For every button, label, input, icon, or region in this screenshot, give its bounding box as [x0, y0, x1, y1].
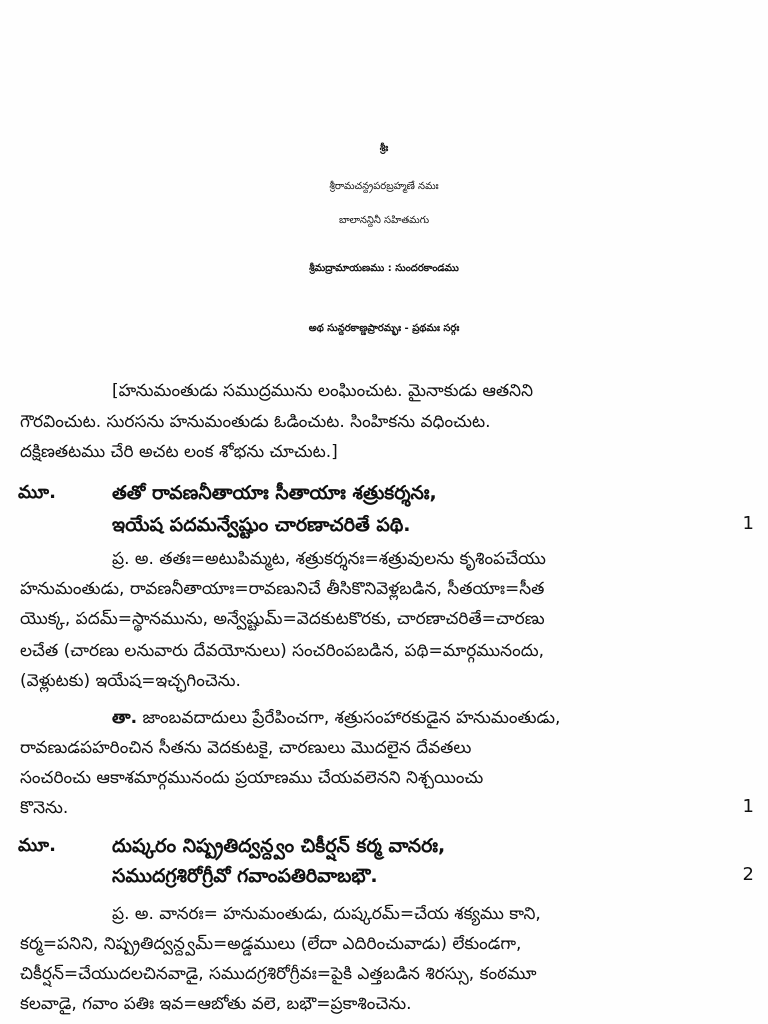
pada-line: ప్ర. అ. వానరః= హనుమంతుడు, దుష్కరమ్=చేయ శక్యము కాని, — [112, 904, 541, 924]
sarga-title: అథ సున్దరకాణ్డప్రారమ్భః - ప్రథమః సర్గః — [308, 323, 460, 334]
verse-line: ఇయేష పదమన్వేష్టుం చారణాచరితే పథి. — [112, 514, 411, 536]
verse-number: 2 — [742, 864, 754, 885]
pada-line: ప్ర. అ. తతః=అటుపిమ్మట, శత్రుకర్శనః=శత్రువులను కృశింపచేయు — [112, 549, 546, 569]
verse-tag: మూ. — [18, 835, 56, 856]
pada-line: యొక్క, పదమ్=స్థానమును, అన్వేష్టుమ్=వెదకుటకొరకు, చారణాచరితే=చారణు — [20, 609, 545, 629]
tatparya-line: సంచరించు ఆకాశమార్గమునందు ప్రయాణము చేయవలెనని నిశ్చయించు — [20, 768, 484, 788]
tatparya-first-line — [112, 708, 560, 728]
tatparya-line: రావణుడపహరించిన సీతను వెదకుటకై, చారణులు మొదలైన దేవతలు — [20, 738, 472, 758]
summary-line: గౌరవించుట. సురసను హనుమంతుడు ఓడించుట. సింహికను వధించుట. — [20, 412, 491, 432]
page-title: శ్రీమద్రామాయణము : సుందరకాండము — [309, 263, 459, 274]
tatparya-line: కొనెను. — [20, 798, 69, 818]
verse-line: సముదగ్రశిరోగ్రీవో గవాంపతిరివాబభౌ. — [112, 865, 378, 887]
verse-line: దుష్కరం నిష్ప్రతిద్వన్ద్వం చికీర్షన్ కర్మ వానరః, — [112, 835, 446, 857]
tatparya-tag: తా. — [112, 708, 138, 728]
verse-number: 1 — [742, 513, 754, 534]
pada-line: చికీర్షన్=చేయుదలచినవాడై, సముదగ్రశిరోగ్రీవః=పైకి ఎత్తబడిన శిరస్సు, కంఠమూ — [20, 964, 537, 984]
verse-tag: మూ. — [18, 482, 56, 503]
pada-line: కర్మ=పనిని, నిష్ప్రతిద్వన్ద్వమ్=అడ్డములు (లేదా ఎదిరించువాడు) లేకుండగా, — [20, 934, 522, 954]
summary-line: దక్షిణతటము చేరి అచట లంక శోభను చూచుట.] — [20, 442, 338, 462]
invocation-sri: శ్రీః — [379, 143, 389, 154]
commentary-name: బాలానన్దినీ సహితమగు — [338, 215, 430, 226]
tatparya-line: జాంబవదాదులు ప్రేరేపించగా, శత్రుసంహారకుడైన హనుమంతుడు, — [142, 708, 561, 728]
pada-line: హనుమంతుడు, రావణనీతాయాః=రావణునిచే తీసికొనివెళ్లబడిన, సీతయాః=సీత — [20, 579, 545, 599]
pada-line: కలవాడై, గవాం పతిః ఇవ=ఆబోతు వలె, బభౌ=ప్రకాశించెను. — [20, 994, 412, 1014]
invocation-rama: శ్రీరామచన్ద్రపరబ్రహ్మణే నమః — [329, 181, 439, 192]
pada-line: లచేత (చారణు లనువారు దేవయోనులు) సంచరింపబడిన, పథి=మార్గమునందు, — [20, 641, 545, 661]
tatparya-number: 1 — [742, 796, 754, 817]
verse-line: తతో రావణనీతాయాః సీతాయాః శత్రుకర్శనః, — [112, 482, 437, 504]
summary-line: [హనుమంతుడు సముద్రమును లంఘించుట. మైనాకుడు ఆతనిని — [112, 381, 534, 401]
pada-line: (వెళ్లుటకు) ఇయేష=ఇచ్ఛగించెను. — [20, 671, 241, 691]
